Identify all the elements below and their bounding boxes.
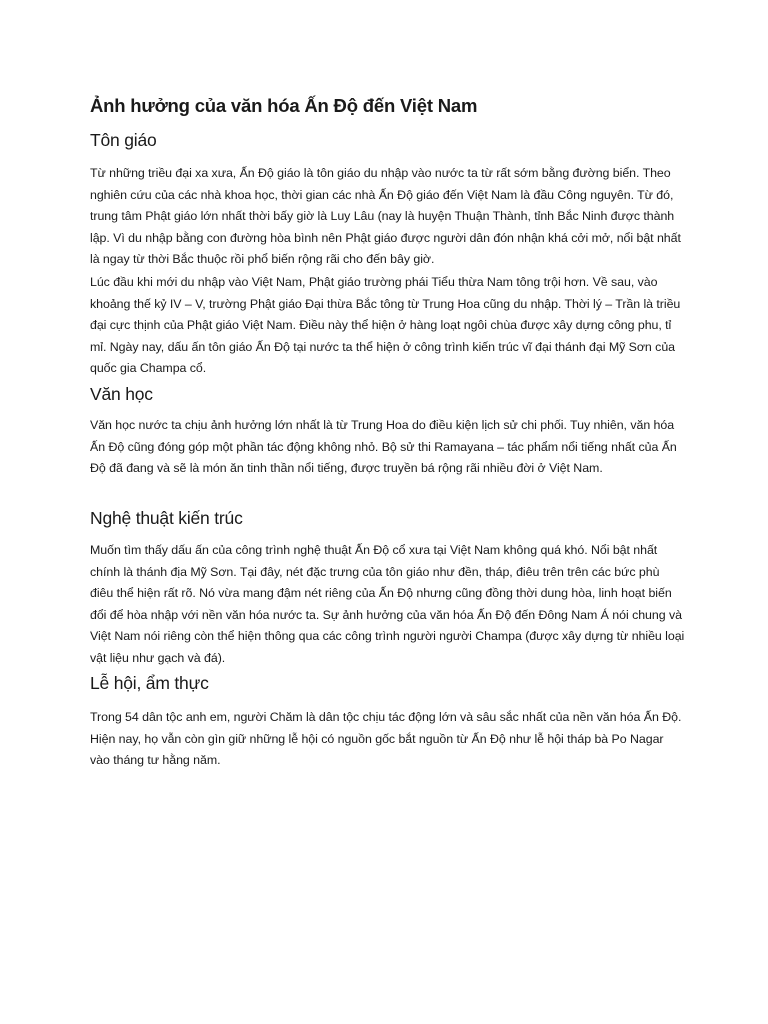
paragraph-architecture: Muốn tìm thấy dấu ấn của công trình nghệ thuật Ấn Độ cổ xưa tại Việt Nam không quá khó. Nổi bật nhất chính là thánh địa Mỹ Sơn. Tại đây, nét đặc trưng của tôn giáo như đền, tháp, điêu trên trên các bức phù điêu thể hiện rất rõ. Nó vừa mang đậm nét riêng của Ấn Độ nhưng cũng đồng thời dung hòa, linh hoạt biến đổi để hòa nhập với nền văn hóa nước ta. Sự ảnh hưởng của văn hóa Ấn Độ đến Đông Nam Á nói chung và Việt Nam nói riêng còn thể hiện thông qua các công trình người người Champa (được xây dựng từ nhiều loại vật liệu như gạch và đá). xyxy=(90,543,685,665)
paragraph-festival-cuisine: Trong 54 dân tộc anh em, người Chăm là dân tộc chịu tác động lớn và sâu sắc nhất của nền văn hóa Ấn Độ. Hiện nay, họ vẫn còn gìn giữ những lễ hội có nguồn gốc bắt nguồn từ Ấn Độ như lễ hội tháp bà Po Nagar vào tháng tư hằng năm. xyxy=(90,710,682,767)
paragraph-literature: Văn học nước ta chịu ảnh hưởng lớn nhất là từ Trung Hoa do điều kiện lịch sử chi phối. Tuy nhiên, văn hóa Ấn Độ cũng đóng góp một phần tác động không nhỏ. Bộ sử thi Ramayana – tác phẩm nổi tiếng nhất của Ấn Độ đã đang và sẽ là món ăn tinh thần nổi tiếng, được truyền bá rộng rãi nhiều đời ở Việt Nam. xyxy=(90,418,677,475)
paragraph-religion-2: Lúc đầu khi mới du nhập vào Việt Nam, Phật giáo trường phái Tiểu thừa Nam tông trội hơn. Về sau, vào khoảng thế kỷ IV – V, trường Phật giáo Đại thừa Bắc tông từ Trung Hoa cũng du nhập. Thời lý – Trần là triều đại cực thịnh của Phật giáo Việt Nam. Điều này thể hiện ở hàng loạt ngôi chùa được xây dựng công phu, tỉ mỉ. Ngày nay, dấu ấn tôn giáo Ấn Độ tại nước ta thể hiện ở công trình kiến trúc vĩ đại thánh đại Mỹ Sơn của quốc gia Champa cổ. xyxy=(90,275,681,375)
paragraph-religion-1: Từ những triều đại xa xưa, Ấn Độ giáo là tôn giáo du nhập vào nước ta từ rất sớm bằng đường biển. Theo nghiên cứu của các nhà khoa học, thời gian các nhà Ấn Độ giáo đến Việt Nam là đầu Công nguyên. Từ đó, trung tâm Phật giáo lớn nhất thời bấy giờ là Luy Lâu (nay là huyện Thuận Thành, tỉnh Bắc Ninh được thành lập. Vì du nhập bằng con đường hòa bình nên Phật giáo được người dân đón nhận khá cởi mở, nổi bật nhất là ngay từ thời Bắc thuộc rồi phổ biến rộng rãi cho đến bây giờ. xyxy=(90,166,681,266)
document-title: Ảnh hưởng của văn hóa Ấn Độ đến Việt Nam xyxy=(90,95,478,116)
section-heading-architecture: Nghệ thuật kiến trúc xyxy=(90,508,243,528)
section-heading-festival-cuisine: Lễ hội, ẩm thực xyxy=(90,673,209,693)
section-heading-religion: Tôn giáo xyxy=(90,130,157,150)
section-heading-literature: Văn học xyxy=(90,384,153,404)
